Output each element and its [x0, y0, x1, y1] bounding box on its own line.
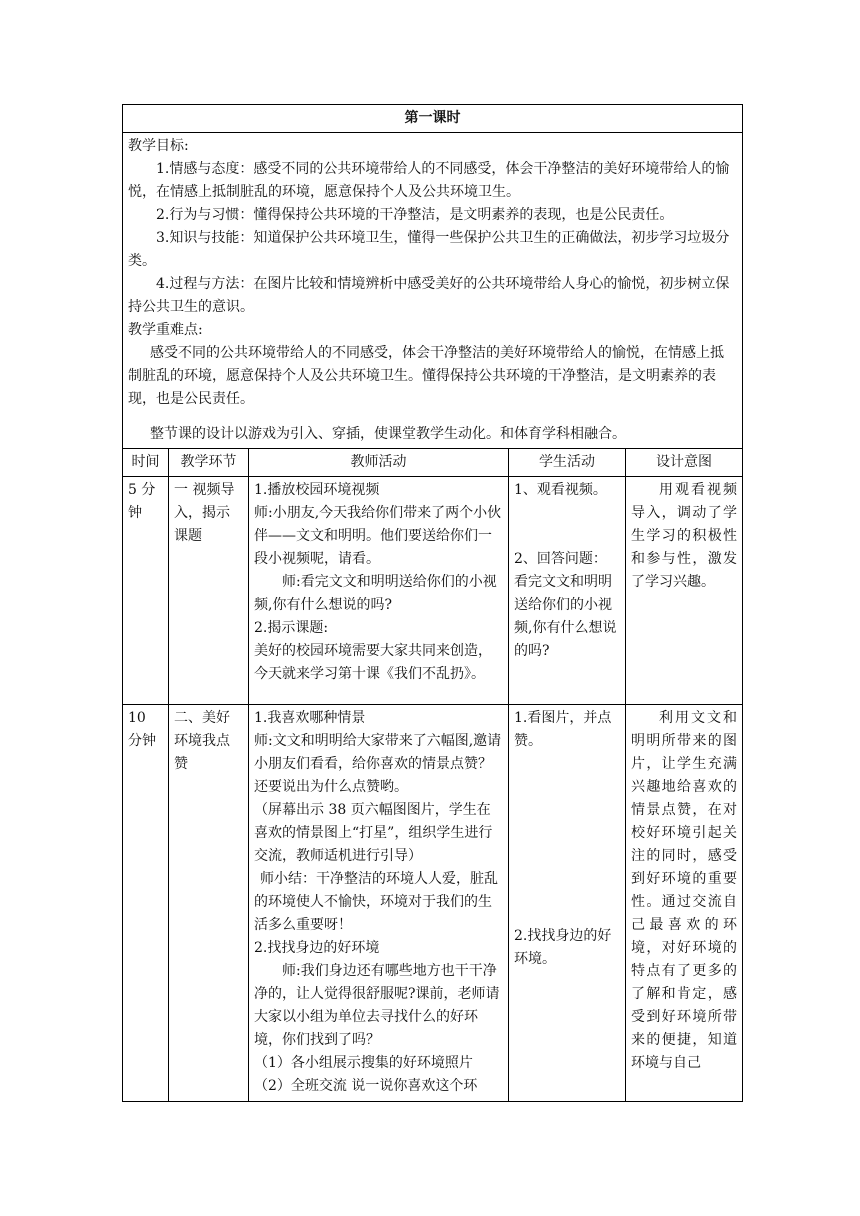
goal-item-2: 2.行为与习惯：懂得保持公共环境的干净整洁，是文明素养的表现，也是公民责任。 [156, 207, 674, 223]
col-header-time: 时间 [123, 449, 169, 477]
teacher-line: （1）各小组展示搜集的好环境照片 [254, 1055, 473, 1071]
lesson-intro [123, 133, 743, 449]
intent-text: 用观看视频导入，调动了学生学习的积极性和参与性，激发了学习兴趣。 [631, 482, 738, 590]
teacher-line: （2）全班交流 说一说你喜欢这个环 [254, 1078, 478, 1094]
row-stage: 一 视频导入，揭示课题 [169, 477, 249, 705]
teacher-line: 师小结：干净整洁的环境人人爱，脏乱的环境使人不愉快，环境对于我们的生活多么重要呀！ [254, 871, 498, 933]
row-design-intent [626, 477, 743, 705]
teacher-line: 2.找找身边的好环境 [254, 940, 380, 956]
teacher-line: 师:小朋友,今天我给你们带来了两个小伙伴——文文和明明。他们要送给你们一段小视频呢，请看。 [254, 505, 502, 567]
goal-item-3: 3.知识与技能：知道保护公共环境卫生，懂得一些保护公共卫生的正确做法，初步学习垃圾分类。 [128, 230, 730, 269]
table-row [123, 705, 743, 1102]
col-header-teacher: 教师活动 [249, 449, 509, 477]
student-line: 2、回答问题：看完文文和明明送给你们的小视频,你有什么想说的吗? [514, 551, 617, 659]
teacher-line: 1.播放校园环境视频 [254, 482, 380, 498]
col-header-student: 学生活动 [509, 449, 626, 477]
design-note: 整节课的设计以游戏为引入、穿插，使课堂教学生动化。和体育学科相融合。 [150, 426, 626, 442]
teacher-line: 师:看完文文和明明送给你们的小视频,你有什么想说的吗? [254, 574, 497, 613]
row-teacher-activity [249, 477, 509, 705]
key-points-text: 感受不同的公共环境带给人的不同感受，体会干净整洁的美好环境带给人的愉悦，在情感上抵制脏乱的环境，愿意保持个人及公共环境卫生。懂得保持公共环境的干净整洁，是文明素养的表现，也是公民责任。 [128, 345, 724, 407]
teacher-line: 2.揭示课题: [254, 620, 329, 636]
col-header-stage: 教学环节 [169, 449, 249, 477]
teacher-line: 师:我们身边还有哪些地方也干干净净的，让人觉得很舒服呢?课前，老师请大家以小组为单位去寻找什么的好环境，你们找到了吗？ [254, 963, 500, 1048]
row-time: 5 分钟 [123, 477, 169, 705]
student-line: 1.看图片，并点赞。 [514, 710, 612, 749]
student-line: 1、观看视频。 [514, 482, 607, 498]
table-header-row [123, 449, 743, 477]
lesson-title: 第一课时 [123, 105, 743, 133]
student-line: 2.找找身边的好环境。 [514, 928, 612, 967]
goals-heading: 教学目标: [128, 138, 189, 154]
teacher-line: 师:文文和明明给大家带来了六幅图,邀请小朋友们看看，给你喜欢的情景点赞？还要说出为什么点赞哟。 [254, 733, 502, 795]
row-student-activity [509, 477, 626, 705]
goal-item-1: 1.情感与态度：感受不同的公共环境带给人的不同感受，体会干净整洁的美好环境带给人的愉悦，在情感上抵制脏乱的环境，愿意保持个人及公共环境卫生。 [128, 161, 730, 200]
table-row [123, 477, 743, 705]
row-design-intent [626, 705, 743, 1102]
teacher-line: 1.我喜欢哪种情景 [254, 710, 366, 726]
row-stage: 二、美好环境我点赞 [169, 705, 249, 1102]
row-student-activity [509, 705, 626, 1102]
teacher-line: 美好的校园环境需要大家共同来创造，今天就来学习第十课《我们不乱扔》。 [254, 643, 492, 682]
row-teacher-activity [249, 705, 509, 1102]
goal-item-4: 4.过程与方法：在图片比较和情境辨析中感受美好的公共环境带给人身心的愉悦，初步树立保持公共卫生的意识。 [128, 276, 730, 315]
lesson-plan-table [122, 104, 743, 1102]
col-header-intent: 设计意图 [626, 449, 743, 477]
teacher-line: （屏幕出示 38 页六幅图图片，学生在喜欢的情景图上“打星”，组织学生进行交流，教师适机进行引导） [254, 802, 493, 864]
key-points-heading: 教学重难点: [128, 322, 203, 338]
row-time: 10 分钟 [123, 705, 169, 1102]
intent-text: 利用文文和明明所带来的图片，让学生充满兴趣地给喜欢的情景点赞，在对校好环境引起关注的同时，感受到好环境的重要性。通过交流自己最喜欢的环境，对好环境的特点有了更多的了解和肯定，感受到好环境所带来的便捷，知道环境与自己 [631, 710, 738, 1071]
